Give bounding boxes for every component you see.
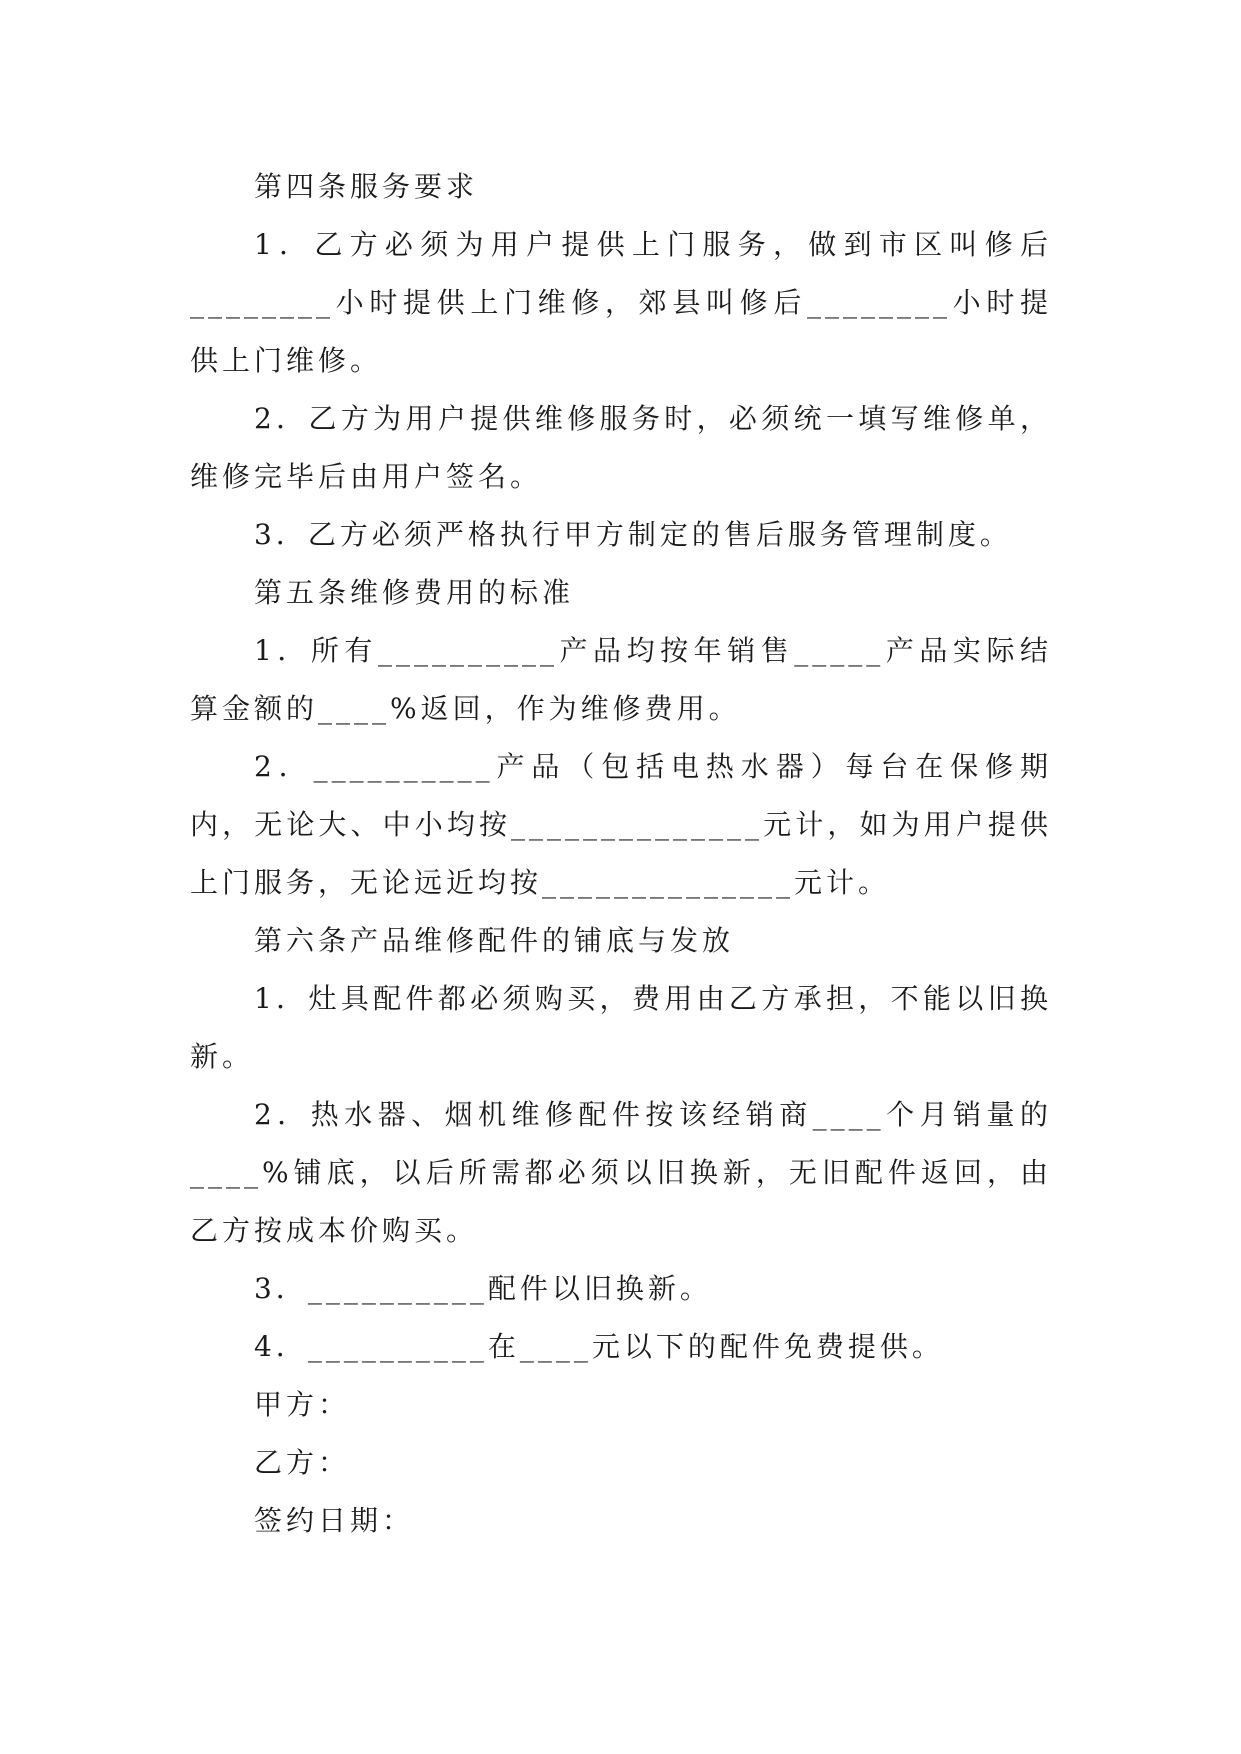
article4-title: 第四条服务要求 <box>254 170 479 203</box>
article6-item3: 3．__________配件以旧换新。 <box>254 1272 712 1305</box>
article5-title: 第五条维修费用的标准 <box>254 576 575 609</box>
article6-item1: 1．灶具配件都必须购买，费用由乙方承担，不能以旧换新。 <box>190 982 1052 1073</box>
party-b-label: 乙方： <box>254 1446 351 1479</box>
contract-page <box>190 158 1052 1550</box>
article4-item2: 2．乙方为用户提供维修服务时，必须统一填写维修单，维修完毕后由用户签名。 <box>190 402 1052 493</box>
article6-item2: 2．热水器、烟机维修配件按该经销商____个月销量的____%铺底，以后所需都必须以旧换新，无旧配件返回，由乙方按成本价购买。 <box>190 1098 1052 1247</box>
article6-title: 第六条产品维修配件的铺底与发放 <box>254 924 735 957</box>
article5-item1: 1．所有__________产品均按年销售_____产品实际结算金额的____%返回，作为维修费用。 <box>190 634 1052 725</box>
article6-item4: 4．__________在____元以下的配件免费提供。 <box>254 1330 944 1363</box>
article5-item2: 2．__________产品（包括电热水器）每台在保修期内，无论大、中小均按______________元计，如为用户提供上门服务，无论远近均按______________元计。 <box>190 750 1052 899</box>
sign-date-label: 签约日期： <box>254 1504 415 1537</box>
article4-item1: 1．乙方必须为用户提供上门服务，做到市区叫修后________小时提供上门维修，郊县叫修后________小时提供上门维修。 <box>190 228 1052 377</box>
party-a-label: 甲方： <box>254 1388 351 1421</box>
article4-item3: 3．乙方必须严格执行甲方制定的售后服务管理制度。 <box>254 518 1012 551</box>
